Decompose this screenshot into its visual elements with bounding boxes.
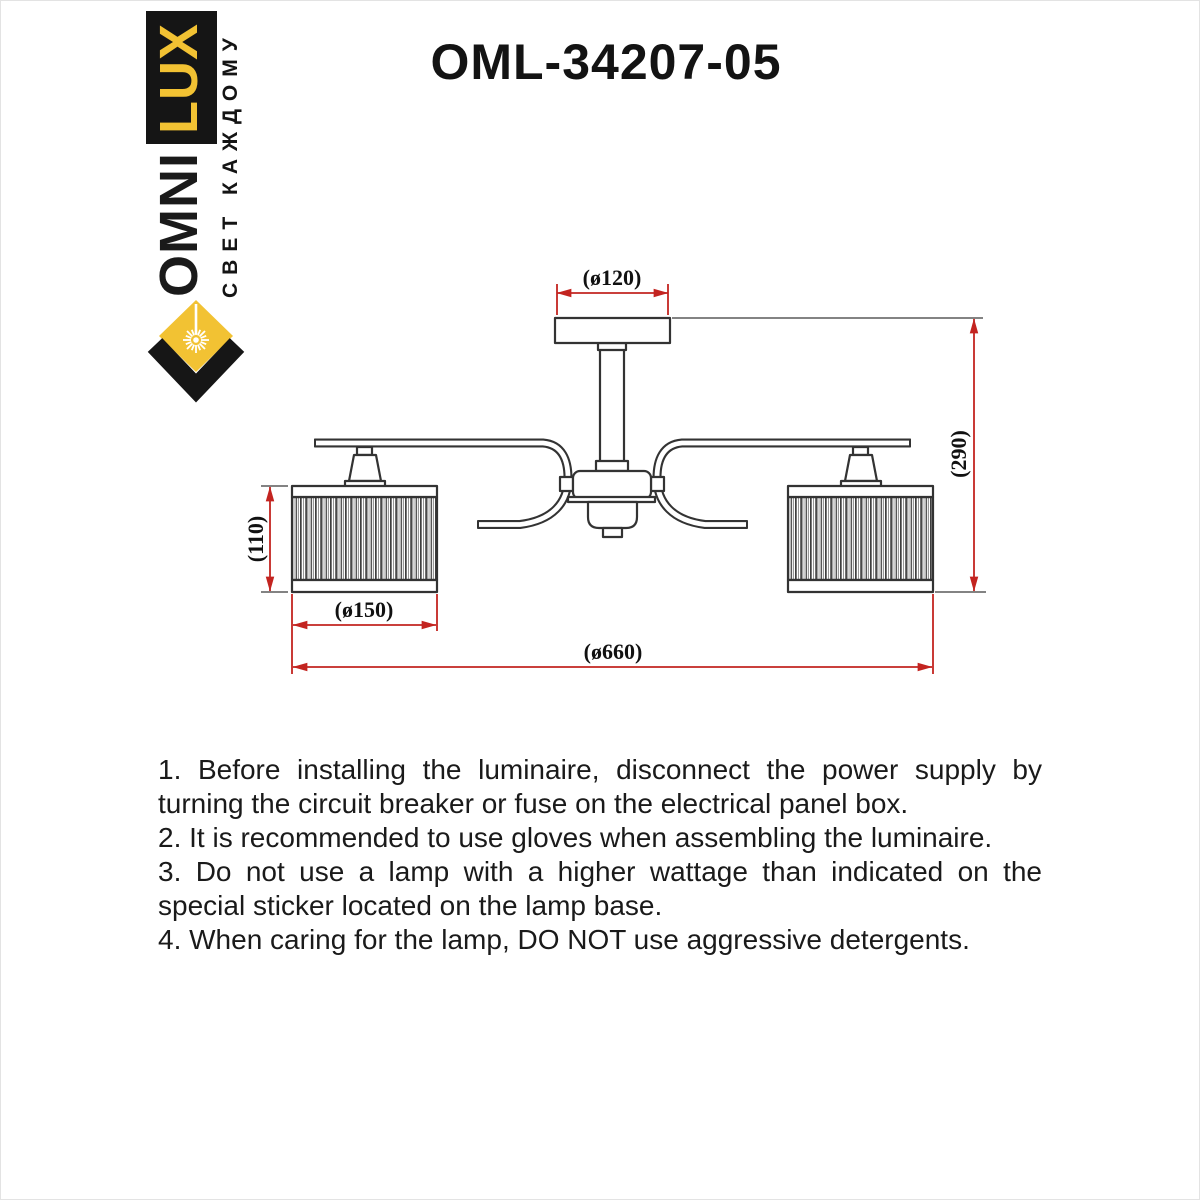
brand-tagline: СВЕТ КАЖДОМУ: [219, 30, 242, 298]
right-lamp-holder: [841, 447, 881, 487]
product-model-title: OML-34207-05: [430, 34, 782, 90]
instruction-item-1: 1. Before installing the luminaire, disconnect the power supply by turning the circuit breaker or fuse on the electrical panel box.: [158, 754, 1042, 819]
right-lampshade: [788, 486, 933, 592]
instruction-item-3: 3. Do not use a lamp with a higher wattage than indicated on the special sticker located on the lamp base.: [158, 856, 1042, 921]
dim-overall-diameter: (ø660): [583, 639, 643, 664]
brand-name-omni: OMNI: [149, 152, 209, 297]
dim-shade-diameter: (ø150): [334, 597, 394, 622]
dim-canopy-diameter: (ø120): [582, 265, 642, 290]
dim-shade-height: (110): [243, 515, 268, 563]
left-lamp-holder: [345, 447, 385, 487]
dim-overall-height: (290): [946, 430, 971, 478]
technical-drawing: [225, 250, 1025, 690]
left-lampshade: [292, 486, 437, 592]
instruction-item-2: 2. It is recommended to use gloves when assembling the luminaire.: [158, 822, 993, 853]
ceiling-canopy: [555, 318, 670, 343]
safety-instructions: [158, 753, 1042, 957]
brand-name-lux: LUX: [146, 11, 217, 144]
stem: [596, 343, 628, 471]
central-hub: [560, 471, 664, 537]
instruction-item-4: 4. When caring for the lamp, DO NOT use aggressive detergents.: [158, 924, 970, 955]
